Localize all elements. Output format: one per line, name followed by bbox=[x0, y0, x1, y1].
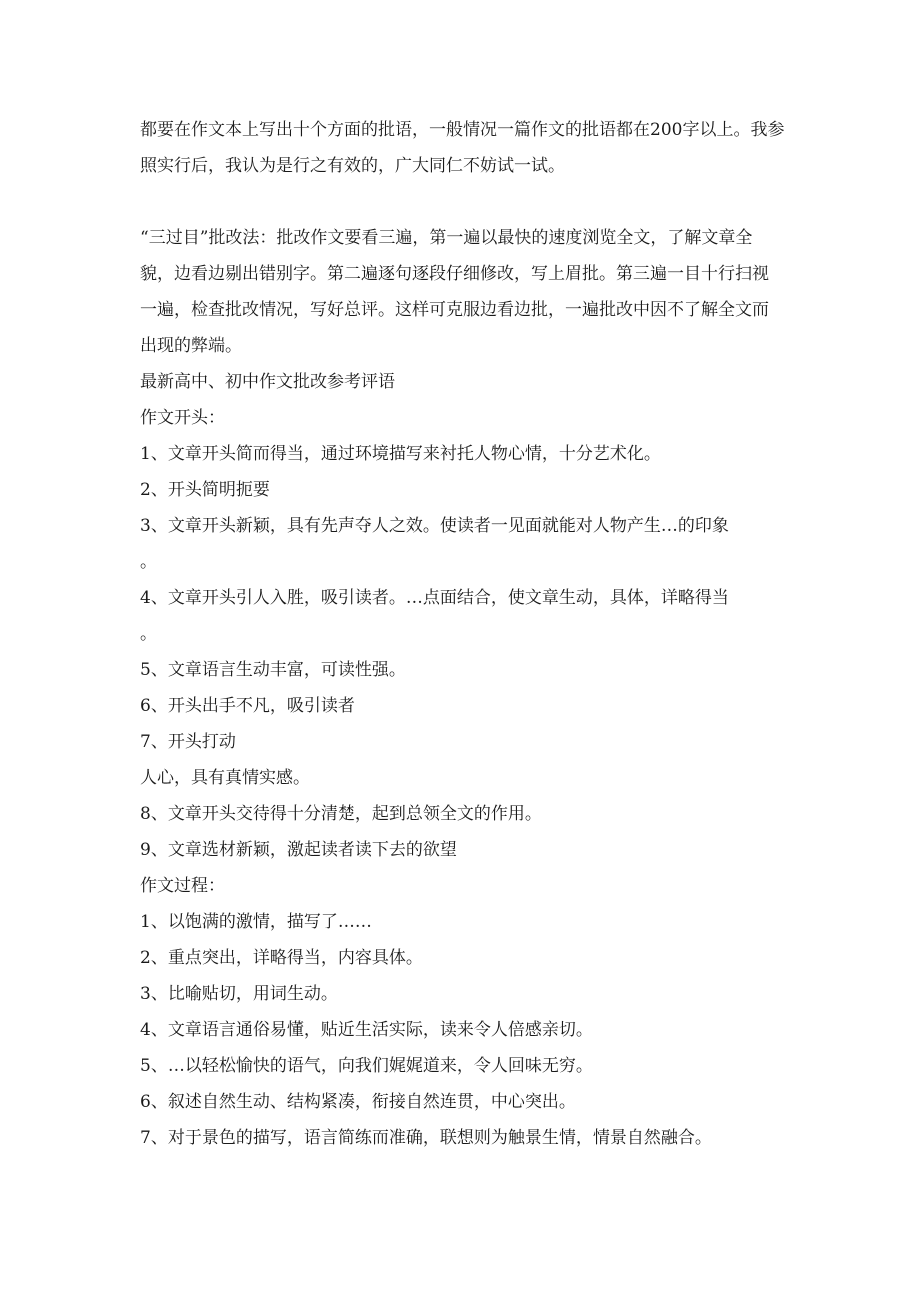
paragraph-spacer bbox=[140, 184, 785, 220]
method-paragraph: “三过目”批改法：批改作文要看三遍，第一遍以最快的速度浏览全文，了解文章全貌，边看边剔出错别字。第二遍逐句逐段仔细修改，写上眉批。第三遍一目十行扫视一遍，检查批改情况，写好总评。这样可克服边看边批，一遍批改中因不了解全文而出现的弊端。 bbox=[140, 228, 769, 356]
opening-heading: 作文开头： bbox=[140, 408, 225, 428]
intro-paragraph: 都要在作文本上写出十个方面的批语，一般情况一篇作文的批语都在200字以上。我参照实行后，我认为是行之有效的，广大同仁不妨试一试。 bbox=[140, 120, 785, 176]
opening-item: 5、文章语言生动丰富，可读性强。 bbox=[140, 660, 406, 680]
opening-item-wrap: 。 bbox=[140, 624, 157, 644]
opening-item: 9、文章选材新颖，激起读者读下去的欲望 bbox=[140, 840, 457, 860]
opening-item-wrap: 人心，具有真情实感。 bbox=[140, 768, 310, 788]
section-title: 最新高中、初中作文批改参考评语 bbox=[140, 372, 395, 392]
opening-item-wrap: 。 bbox=[140, 552, 157, 572]
opening-item: 2、开头简明扼要 bbox=[140, 480, 270, 500]
opening-item: 1、文章开头简而得当，通过环境描写来衬托人物心情，十分艺术化。 bbox=[140, 444, 661, 464]
opening-item: 6、开头出手不凡，吸引读者 bbox=[140, 696, 355, 716]
process-item: 3、比喻贴切，用词生动。 bbox=[140, 984, 338, 1004]
opening-item: 4、文章开头引人入胜，吸引读者。…点面结合，使文章生动，具体，详略得当 bbox=[140, 588, 729, 608]
opening-item: 3、文章开头新颖，具有先声夺人之效。使读者一见面就能对人物产生…的印象 bbox=[140, 516, 729, 536]
process-heading: 作文过程： bbox=[140, 876, 225, 896]
document-body bbox=[140, 112, 785, 1156]
opening-item: 7、开头打动 bbox=[140, 732, 236, 752]
process-item: 1、以饱满的激情，描写了…… bbox=[140, 912, 372, 932]
opening-item: 8、文章开头交待得十分清楚，起到总领全文的作用。 bbox=[140, 804, 542, 824]
process-item: 7、对于景色的描写，语言简练而准确，联想则为触景生情，情景自然融合。 bbox=[140, 1128, 712, 1148]
process-item: 6、叙述自然生动、结构紧凑，衔接自然连贯，中心突出。 bbox=[140, 1092, 576, 1112]
process-item: 5、…以轻松愉快的语气，向我们娓娓道来，令人回味无穷。 bbox=[140, 1056, 593, 1076]
process-item: 4、文章语言通俗易懂，贴近生活实际，读来令人倍感亲切。 bbox=[140, 1020, 593, 1040]
process-item: 2、重点突出，详略得当，内容具体。 bbox=[140, 948, 423, 968]
